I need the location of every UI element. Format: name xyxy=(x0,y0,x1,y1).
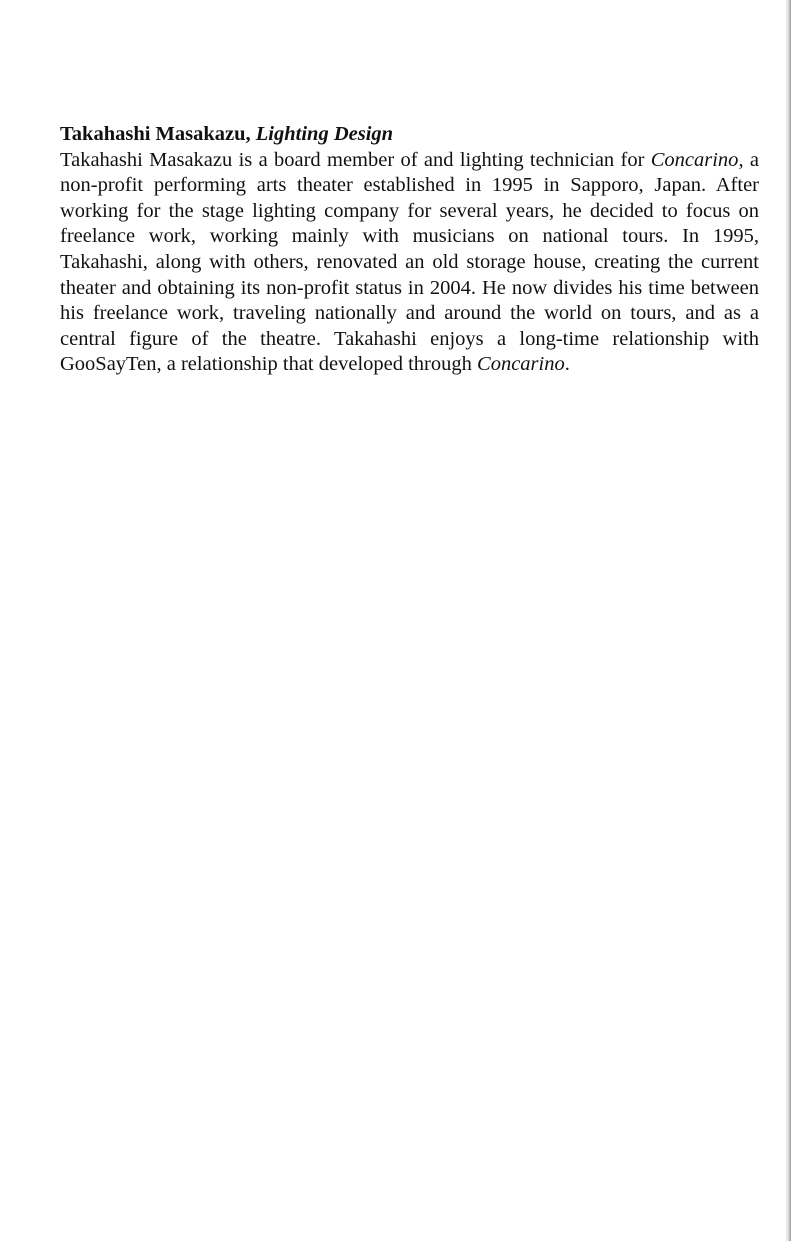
organization-name-1: Concarino xyxy=(650,148,739,171)
person-name: Takahashi Masakazu, xyxy=(60,123,251,145)
bio-text-part-1: Takahashi Masakazu is a board member of and lighting technician for xyxy=(60,148,651,171)
bio-text-part-2: , a non-profit performing arts theater established in 1995 in Sapporo, Japan. After working for the stage lighting company for several years, he decided to focus on freelance work, working mainly with musicians on national tours. In 1995, Takahashi, along with others, renovated an old storage house, creating the current theater and obtaining its non-profit status in 2004. He now divides his time between his freelance work, traveling nationally and around the world on tours, and as a central figure of the theatre. Takahashi enjoys a long-time relationship with GooSayTen, a relationship that developed through xyxy=(60,148,759,376)
page-edge-shadow xyxy=(785,0,791,1241)
person-role: Lighting Design xyxy=(255,123,394,145)
organization-name-2: Concarino xyxy=(477,353,565,376)
bio-entry xyxy=(60,122,759,378)
bio-paragraph xyxy=(60,148,759,378)
bio-text-part-3: . xyxy=(564,353,570,376)
bio-heading xyxy=(60,122,759,148)
